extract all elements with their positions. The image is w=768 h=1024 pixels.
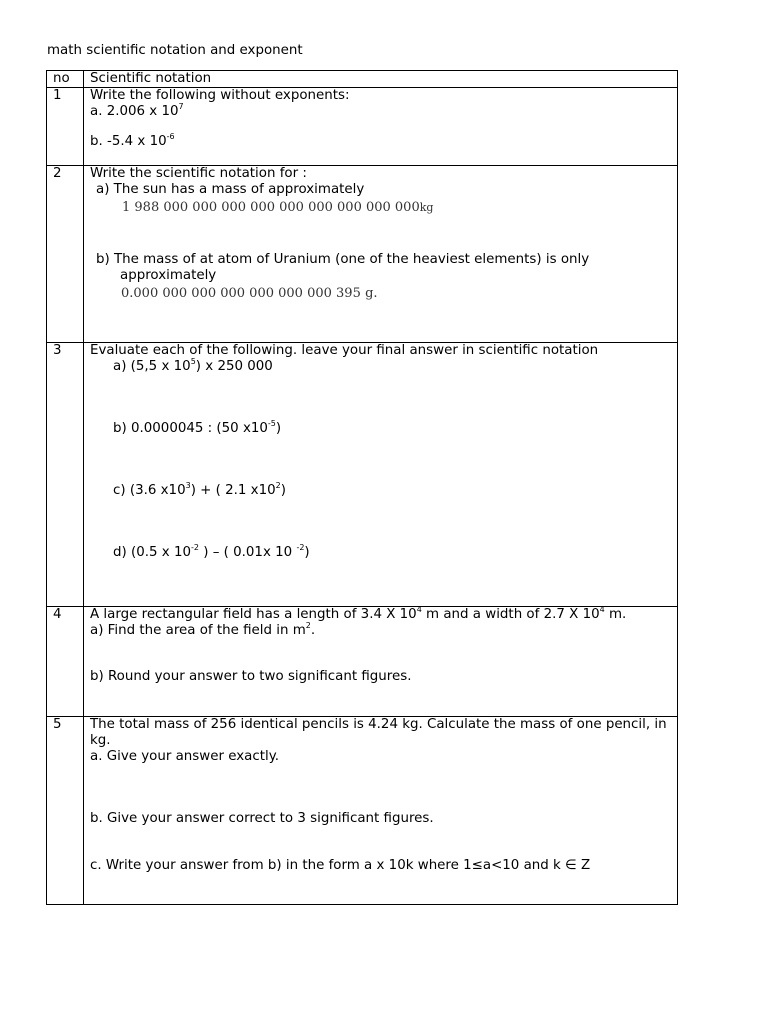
question-number: 1 (47, 88, 84, 166)
q2-part-b-cont: approximately (120, 268, 217, 283)
q1-part-a: a. 2.006 x $10^7$ (90, 101, 184, 119)
table-row (47, 166, 678, 343)
q5-part-c: c. Write your answer from b) in the form a x 10k where 1≤a<10 and k ∈ Z (90, 858, 591, 873)
q4-part-b: b) Round your answer to two significant figures. (90, 669, 412, 684)
question-5 (84, 717, 678, 905)
question-2 (84, 166, 678, 343)
question-number: 4 (47, 607, 84, 717)
worksheet-table (46, 70, 678, 905)
q3-part-d: d) (0.5 x $10^{-2}$ ) – ( 0.01x 10 $^{-2}$) (113, 542, 310, 560)
q4-prompt: A large rectangular field has a length of 3.4 X $10^4$ m and a width of 2.7 X $10^4$ m. (90, 604, 627, 622)
page-title: math scientific notation and exponent (47, 43, 303, 58)
table-row (47, 607, 678, 717)
header-topic: Scientific notation (84, 71, 678, 88)
q4-part-a: a) Find the area of the field in $m^2$. (90, 620, 316, 638)
q1-part-b: b. -5.4 x $10^{-6}$ (90, 131, 175, 149)
question-4 (84, 604, 678, 717)
q3-part-b: b) 0.0000045 : (50 $x10^{-5}$) (113, 418, 282, 436)
q3-prompt: Evaluate each of the following. leave your final answer in scientific notation (90, 343, 599, 358)
q2-part-b: b) The mass of at atom of Uranium (one of the heaviest elements) is only (96, 252, 590, 267)
question-3 (84, 343, 678, 607)
question-1 (84, 88, 678, 166)
question-number: 2 (47, 166, 84, 343)
q5-part-b: b. Give your answer correct to 3 significant figures. (90, 811, 434, 826)
q5-part-a: a. Give your answer exactly. (90, 749, 279, 764)
q2-sun-mass: 1 988 000 000 000 000 000 000 000 000 000kg (122, 200, 434, 215)
table-row (47, 88, 678, 166)
q2-prompt: Write the scientific notation for : (90, 166, 307, 181)
table-row (47, 717, 678, 905)
header-no: no (47, 71, 84, 88)
table-header-row (47, 71, 678, 88)
q2-uranium-mass: 0.000 000 000 000 000 000 000 395 g. (121, 286, 378, 301)
q1-prompt: Write the following without exponents: (90, 88, 350, 103)
q3-part-c: c) (3.6 $x10^3$) + ( 2.1 $x10^2$) (113, 480, 286, 498)
question-number: 5 (47, 717, 84, 905)
q3-part-a: a) (5,5 x $10^5$) x 250 000 (113, 356, 273, 374)
table-row (47, 343, 678, 607)
q5-prompt: The total mass of 256 identical pencils is 4.24 kg. Calculate the mass of one pencil, in kg. (90, 717, 667, 748)
question-number: 3 (47, 343, 84, 607)
q2-part-a: a) The sun has a mass of approximately (96, 182, 365, 197)
